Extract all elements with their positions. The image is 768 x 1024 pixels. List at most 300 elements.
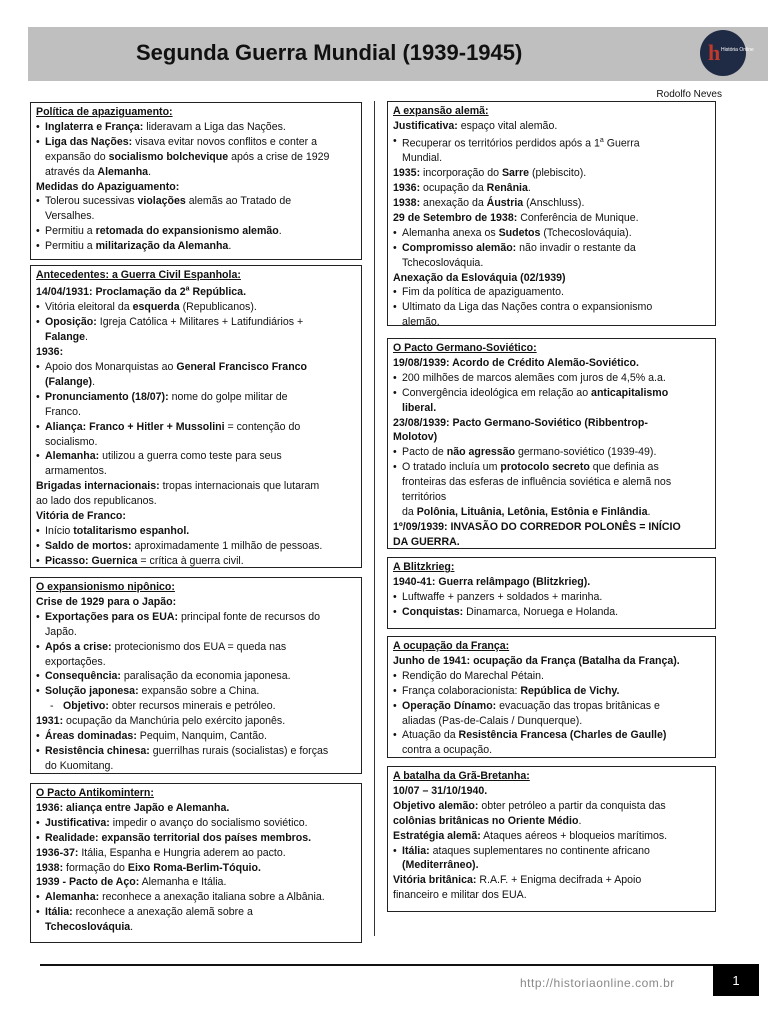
text-line (36, 209, 356, 224)
text-fragment: ao lado dos republicanos. (36, 495, 157, 508)
text-fragment: Alemanha e Itália. (139, 876, 227, 889)
text-line (36, 714, 356, 729)
text-fragment: socialismo bolchevique (108, 150, 229, 163)
bullet-item (36, 816, 356, 831)
text-line (393, 560, 710, 575)
text-line (36, 345, 356, 360)
text-line (393, 104, 710, 119)
text-line (36, 150, 356, 165)
text-line (393, 799, 710, 814)
bullet-item (393, 241, 710, 256)
text-fragment: paralisação da economia japonesa. (120, 670, 291, 683)
column-divider (374, 101, 375, 936)
bullet-item (393, 684, 710, 699)
text-fragment: Pronunciamento (18/07): (45, 390, 169, 403)
text-fragment: Compromisso alemão: (402, 241, 517, 254)
text-fragment: Brigadas internacionais: (36, 480, 160, 493)
text-fragment: 1936: (36, 346, 64, 359)
text-fragment: obter petróleo a partir da conquista das (478, 799, 666, 812)
text-fragment: Polônia, Lituânia, Letônia, Estônia e Finlândia (416, 505, 648, 518)
text-fragment: ataques suplementares no continente africano (429, 844, 650, 857)
text-line (36, 861, 356, 876)
text-fragment: (Tchecoslováquia). (540, 226, 632, 239)
author-name: Rodolfo Neves (656, 89, 722, 100)
bullet-item (36, 669, 356, 684)
text-fragment: Conferência de Munique. (517, 211, 639, 224)
text-fragment: retomada do expansionismo alemão (95, 225, 279, 238)
text-line (393, 769, 710, 784)
text-line (393, 814, 710, 829)
section-heading: A ocupação da França: (393, 640, 510, 652)
bullet-item (36, 729, 356, 744)
bullet-item (393, 371, 710, 386)
text-line (36, 375, 356, 390)
text-line (393, 119, 710, 134)
text-fragment: Início (45, 524, 74, 537)
text-fragment: exportações. (45, 655, 106, 668)
text-fragment: reconhece a anexação alemã sobre a (72, 906, 253, 919)
text-fragment: Renânia (486, 182, 528, 195)
text-fragment: Permitiu a (45, 225, 96, 238)
text-fragment: Falange (45, 331, 86, 344)
bullet-item (36, 194, 356, 209)
text-fragment: 1936: (393, 182, 421, 195)
text-fragment: aproximadamente 1 milhão de pessoas. (131, 539, 323, 552)
bullet-item (36, 744, 356, 759)
text-fragment: Picasso: Guernica (45, 554, 138, 567)
text-fragment: anexação da (420, 196, 487, 209)
text-fragment: colônias britânicas no Oriente Médio (393, 814, 579, 827)
text-fragment: não agressão (446, 446, 516, 459)
section-batalha-gra-bretanha (387, 766, 716, 912)
bullet-item (36, 360, 356, 375)
text-fragment: 1936: aliança entre Japão e Alemanha. (36, 801, 230, 814)
bullet-item (393, 445, 710, 460)
text-fragment: Japão. (45, 625, 77, 638)
text-fragment: Alemanha (97, 165, 149, 178)
text-fragment: Resistência chinesa: (45, 744, 150, 757)
text-fragment: aliadas (Pas-de-Calais / Dunquerque). (402, 714, 583, 727)
text-line (393, 520, 710, 535)
text-fragment: Áreas dominadas: (45, 730, 137, 743)
text-line (36, 405, 356, 420)
text-fragment: . (130, 921, 134, 934)
bullet-item (36, 890, 356, 905)
text-line (36, 180, 356, 195)
text-fragment: protecionismo dos EUA = queda nas (111, 640, 287, 653)
text-fragment: República. (189, 286, 247, 299)
text-fragment: Saldo de mortos: (45, 539, 132, 552)
text-fragment: violações (137, 195, 186, 208)
text-fragment: Convergência ideológica em relação ao (402, 386, 592, 399)
text-fragment: fronteiras das esferas de influência soviética e alemã nos (402, 476, 672, 489)
text-fragment: . (92, 375, 96, 388)
text-line (36, 105, 356, 120)
text-line (393, 714, 710, 729)
text-fragment: evacuação das tropas britânicas e (496, 699, 660, 712)
text-fragment: protocolo secreto (500, 461, 590, 474)
text-fragment: Recuperar os territórios perdidos após a 1 (402, 137, 600, 150)
text-fragment: formação do (63, 861, 128, 874)
text-line (36, 464, 356, 479)
text-fragment: Vitória eleitoral da (45, 301, 133, 314)
section-ocupacao-franca (387, 636, 716, 758)
text-fragment: 14/04/1931: Proclamação da 2 (36, 286, 186, 299)
text-fragment: Objetivo: (63, 700, 109, 713)
text-fragment: Vitória britânica: (393, 874, 477, 887)
text-fragment: 29 de Setembro de 1938: (393, 211, 518, 224)
text-fragment: alemãs ao Tratado de (185, 195, 292, 208)
historia-online-logo-icon[interactable] (700, 30, 754, 76)
text-fragment (36, 286, 246, 298)
text-line (36, 786, 356, 801)
text-fragment: . (148, 165, 152, 178)
text-fragment: Resistência Francesa (Charles de Gaulle) (458, 729, 667, 742)
text-fragment: . (527, 182, 531, 195)
bullet-item (393, 386, 710, 401)
text-line (36, 509, 356, 524)
text-fragment: contra a ocupação. (402, 744, 493, 757)
text-fragment: Operação Dínamo: (402, 699, 497, 712)
text-line (393, 575, 710, 590)
text-fragment: . (578, 814, 582, 827)
text-fragment: Versalhes. (45, 210, 95, 223)
text-line (393, 873, 710, 888)
text-fragment: Solução japonesa: (45, 685, 139, 698)
section-heading: O Pacto Antikomintern: (36, 787, 154, 799)
text-fragment: Aliança: Franco + Hitler + Mussolini (45, 420, 225, 433)
bullet-item (36, 449, 356, 464)
bullet-item (393, 300, 710, 315)
text-fragment: totalitarismo espanhol. (73, 524, 190, 537)
text-line (36, 283, 356, 300)
text-fragment: da (402, 505, 417, 518)
bullet-item (393, 605, 710, 620)
bullet-item (393, 285, 710, 300)
text-line (393, 151, 710, 166)
bullet-item (393, 226, 710, 241)
text-fragment: Áustria (486, 196, 524, 209)
bullet-item (36, 315, 356, 330)
text-fragment: Alemanha anexa os (402, 226, 499, 239)
text-line (36, 268, 356, 283)
bullet-item (393, 134, 710, 151)
text-fragment: nome do golpe militar de (168, 390, 288, 403)
text-fragment: Molotov) (393, 431, 438, 444)
text-line (36, 479, 356, 494)
text-line (393, 341, 710, 356)
text-fragment: do Kuomitang. (45, 759, 114, 772)
text-fragment: espaço vital alemão. (457, 119, 558, 132)
bullet-item (393, 699, 710, 714)
bullet-item (36, 524, 356, 539)
text-fragment: impedir o avanço do socialismo soviético. (109, 816, 308, 829)
text-fragment: esquerda (132, 301, 180, 314)
text-fragment: Permitiu a (45, 240, 96, 253)
bullet-item (36, 390, 356, 405)
text-fragment: Dinamarca, Noruega e Holanda. (463, 605, 619, 618)
text-fragment: 1940-41: Guerra relâmpago (Blitzkrieg). (393, 575, 591, 588)
text-fragment: Oposição: (45, 316, 97, 329)
text-fragment: Conquistas: (402, 605, 464, 618)
section-heading: A batalha da Grã-Bretanha: (393, 770, 530, 782)
text-line (393, 784, 710, 799)
text-fragment: Justificativa: (393, 119, 458, 132)
text-line (393, 490, 710, 505)
page-title: Segunda Guerra Mundial (1939-1945) (136, 40, 523, 65)
section-heading: O expansionismo nipônico: (36, 581, 175, 593)
title-banner (28, 27, 768, 81)
text-line (36, 494, 356, 509)
text-fragment: Pequim, Nanquim, Cantão. (136, 730, 267, 743)
text-fragment: Liga das Nações: (45, 135, 133, 148)
footer-divider (40, 964, 714, 966)
text-line (393, 416, 710, 431)
section-heading: Política de apaziguamento: (36, 106, 173, 118)
section-heading: A Blitzkrieg: (393, 561, 455, 573)
section-pacto-antikomintern (30, 783, 362, 943)
logo-mark (700, 30, 754, 76)
text-line (393, 639, 710, 654)
text-line (393, 743, 710, 758)
text-line (393, 181, 710, 196)
text-fragment: Tolerou sucessivas (45, 195, 138, 208)
text-fragment: através da (45, 165, 98, 178)
text-line (36, 846, 356, 861)
text-line (393, 475, 710, 490)
text-fragment: 10/07 – 31/10/1940. (393, 784, 488, 797)
text-line (393, 505, 710, 520)
text-line (393, 356, 710, 371)
footer-url-link[interactable]: http://historiaonline.com.br (520, 976, 675, 990)
text-line (393, 858, 710, 873)
text-fragment: Rendição do Marechal Pétain. (402, 669, 544, 682)
text-fragment: Inglaterra e França: (45, 120, 144, 133)
bullet-item (36, 224, 356, 239)
text-fragment: ocupação da Manchúria pelo exército japonês. (63, 715, 286, 728)
text-fragment: liberal. (402, 401, 437, 414)
bullet-item (393, 460, 710, 475)
section-heading: A expansão alemã: (393, 105, 489, 117)
text-fragment: a (185, 285, 190, 293)
text-fragment: 23/08/1939: Pacto Germano-Soviético (Ribbentrop- (393, 416, 648, 429)
text-fragment: Medidas do Apaziguamento: (36, 180, 180, 193)
text-fragment: Consequência: (45, 670, 121, 683)
text-fragment: Mundial. (402, 152, 443, 165)
text-fragment: não invadir o restante da (516, 241, 636, 254)
text-fragment: Objetivo alemão: (393, 799, 479, 812)
text-fragment: Tchecoslováquia. (402, 256, 484, 269)
text-fragment: tropas internacionais que lutaram (159, 480, 320, 493)
text-fragment: Ataques aéreos + bloqueios marítimos. (480, 829, 668, 842)
text-fragment: Pacto de (402, 446, 447, 459)
text-line (393, 166, 710, 181)
text-fragment: Guerra (603, 137, 640, 150)
text-fragment: (Mediterrâneo). (402, 859, 479, 872)
text-fragment: Estratégia alemã: (393, 829, 481, 842)
text-fragment: = crítica à guerra civil. (137, 554, 244, 567)
text-line (393, 829, 710, 844)
text-fragment: obter recursos minerais e petróleo. (108, 700, 276, 713)
text-fragment: Sudetos (498, 226, 541, 239)
text-fragment: socialismo. (45, 435, 98, 448)
text-line (393, 401, 710, 416)
text-fragment: após a crise de 1929 (228, 150, 330, 163)
text-fragment: Anexação da Eslováquia (02/1939) (393, 271, 566, 284)
section-apaziguamento (30, 102, 362, 260)
text-fragment: reconhece a anexação italiana sobre a Albânia. (99, 891, 325, 904)
text-fragment: General Francisco Franco (176, 360, 308, 373)
text-line (393, 430, 710, 445)
text-line (393, 196, 710, 211)
text-fragment: Apoio dos Monarquistas ao (45, 360, 177, 373)
text-fragment: 1931: (36, 715, 64, 728)
text-line (393, 211, 710, 226)
bullet-item (393, 669, 710, 684)
text-fragment: 1935: (393, 167, 421, 180)
page-number (713, 964, 759, 996)
text-fragment: Após a crise: (45, 640, 112, 653)
text-fragment: 19/08/1939: Acordo de Crédito Alemão-Soviético. (393, 356, 639, 369)
text-fragment: O tratado incluía um (402, 461, 501, 474)
text-fragment: que definia as (589, 461, 659, 474)
text-fragment: 1938: (36, 861, 64, 874)
text-line (36, 920, 356, 935)
text-fragment: 1936-37: (36, 846, 79, 859)
bullet-item (36, 684, 356, 699)
text-fragment: (Republicanos). (179, 301, 257, 314)
text-fragment: lideravam a Liga das Nações. (143, 120, 286, 133)
text-line (36, 875, 356, 890)
section-blitzkrieg (387, 557, 716, 629)
text-line (36, 801, 356, 816)
bullet-item (36, 420, 356, 435)
text-line (36, 655, 356, 670)
text-line (393, 654, 710, 669)
text-fragment: Sarre (501, 167, 530, 180)
text-fragment: Eixo Roma-Berlim-Tóquio. (127, 861, 261, 874)
text-line (36, 759, 356, 774)
bullet-item (36, 539, 356, 554)
text-fragment: alemão. (402, 316, 440, 329)
text-line (393, 535, 710, 550)
text-fragment: . (228, 240, 232, 253)
bullet-item (393, 844, 710, 859)
text-fragment: Alemanha: (45, 450, 100, 463)
text-fragment: R.A.F. + Enigma decifrada + Apoio (476, 874, 642, 887)
text-line (36, 699, 356, 714)
text-fragment: anticapitalismo (591, 386, 669, 399)
text-fragment: expansão sobre a China. (138, 685, 260, 698)
text-line (36, 625, 356, 640)
text-fragment: . (278, 225, 282, 238)
section-heading: O Pacto Germano-Soviético: (393, 342, 537, 354)
text-line (36, 580, 356, 595)
text-fragment: Realidade: expansão territorial dos países membros. (45, 831, 312, 844)
text-fragment: expansão do (45, 150, 109, 163)
svg-text:História Online: História Online (721, 47, 754, 53)
text-fragment: Luftwaffe + panzers + soldados + marinha. (402, 590, 603, 603)
text-fragment: 1938: (393, 196, 421, 209)
text-fragment: = contenção do (224, 420, 301, 433)
text-fragment: 1º/09/1939: INVASÃO DO CORREDOR POLONÊS = INÍCIO (393, 520, 681, 533)
text-line (393, 271, 710, 286)
bullet-item (36, 120, 356, 135)
text-fragment: Itália, Espanha e Hungria aderem ao pacto. (78, 846, 286, 859)
text-fragment: Ultimato da Liga das Nações contra o expansionismo (402, 301, 653, 314)
text-fragment: financeiro e militar dos EUA. (393, 889, 527, 902)
text-line (36, 435, 356, 450)
bullet-item (36, 239, 356, 254)
section-guerra-civil-espanhola (30, 265, 362, 568)
text-fragment: territórios (402, 491, 447, 504)
page-number-label: 1 (732, 972, 740, 988)
section-expansao-alema (387, 101, 716, 329)
text-fragment: Junho de 1941: ocupação da França (Batalha da França). (393, 654, 680, 667)
text-fragment: incorporação do (420, 167, 502, 180)
text-fragment: Itália: (45, 906, 73, 919)
text-line (36, 165, 356, 180)
text-fragment: 200 milhões de marcos alemães com juros de 4,5% a.a. (402, 371, 666, 384)
text-fragment: (Falange) (45, 375, 93, 388)
text-fragment: DA GUERRA. (393, 535, 460, 548)
text-fragment: guerrilhas rurais (socialistas) e forças (149, 744, 329, 757)
text-fragment: utilizou a guerra como teste para seus (99, 450, 282, 463)
text-fragment: visava evitar novos conflitos e conter a (132, 135, 318, 148)
bullet-item (36, 610, 356, 625)
text-fragment: ocupação da (420, 182, 487, 195)
bullet-item (36, 554, 356, 569)
text-fragment: militarização da Alemanha (95, 240, 229, 253)
text-fragment: (plebiscito). (529, 167, 587, 180)
bullet-item (36, 300, 356, 315)
text-fragment: . (647, 505, 651, 518)
text-line (393, 888, 710, 903)
text-fragment: principal fonte de recursos do (178, 610, 320, 623)
bullet-item (36, 905, 356, 920)
text-fragment: germano-soviético (1939-49). (515, 446, 657, 459)
text-fragment: Igreja Católica + Militares + Latifundiários + (96, 316, 304, 329)
text-fragment: . (85, 331, 88, 344)
text-fragment: França colaboracionista: (402, 684, 521, 697)
svg-text:h: h (708, 40, 721, 65)
text-fragment: a (599, 136, 604, 144)
text-fragment: República de Vichy. (520, 684, 620, 697)
text-line (393, 256, 710, 271)
text-fragment: Crise de 1929 para o Japão: (36, 595, 177, 608)
text-fragment: Alemanha: (45, 891, 100, 904)
bullet-item (36, 640, 356, 655)
text-fragment: (Anschluss). (523, 196, 585, 209)
bullet-item (36, 831, 356, 846)
bullet-item (36, 135, 356, 150)
text-fragment: Franco. (45, 405, 81, 418)
text-fragment: Tchecoslováquia (45, 921, 131, 934)
bullet-item (393, 590, 710, 605)
text-line (36, 330, 356, 345)
text-line (393, 315, 710, 330)
text-fragment: Fim da política de apaziguamento. (402, 286, 564, 299)
text-fragment: Exportações para os EUA: (45, 610, 179, 623)
text-fragment: Justificativa: (45, 816, 110, 829)
section-pacto-germano-sovietico (387, 338, 716, 549)
text-fragment: 1939 - Pacto de Aço: (36, 876, 140, 889)
text-fragment: Itália: (402, 844, 430, 857)
text-fragment: Atuação da (402, 729, 459, 742)
text-fragment: armamentos. (45, 465, 107, 478)
text-line (36, 595, 356, 610)
section-heading: Antecedentes: a Guerra Civil Espanhola: (36, 269, 241, 281)
